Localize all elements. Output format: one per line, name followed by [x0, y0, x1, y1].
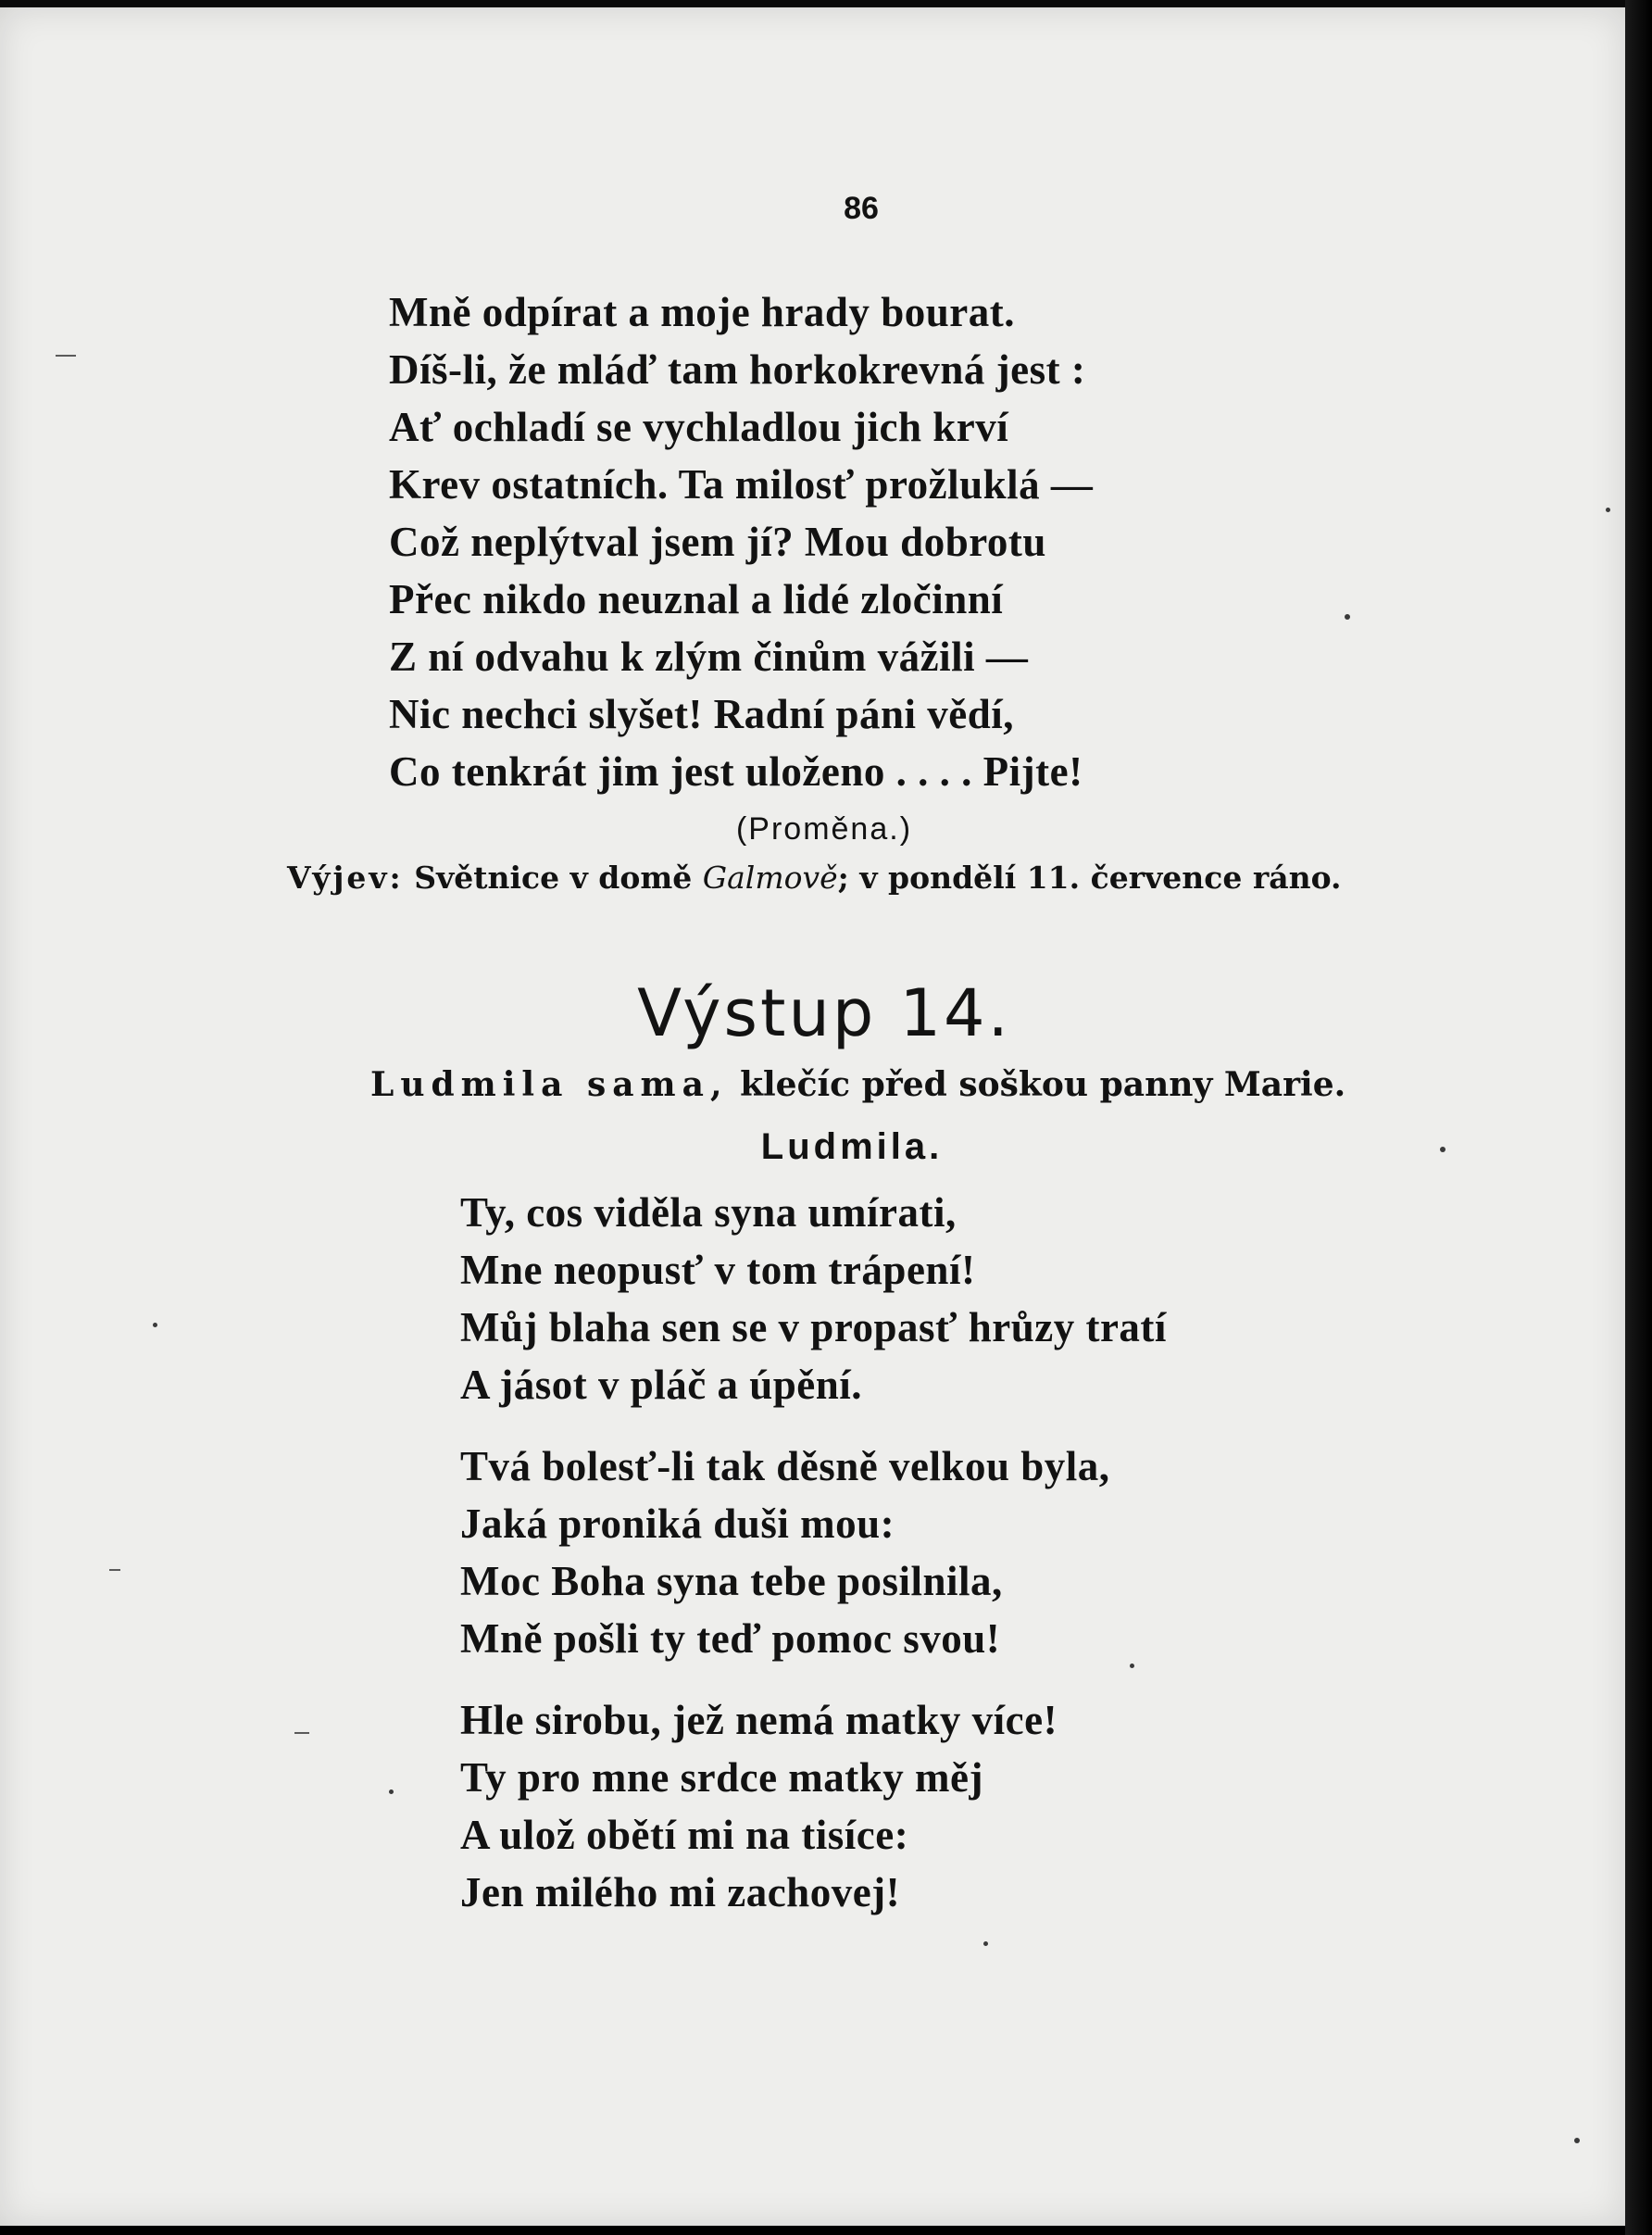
- verse-line: Mně pošli ty teď pomoc svou!: [460, 1615, 1001, 1662]
- setting-text: Světnice v domě: [414, 860, 693, 896]
- scan-speck: [1606, 508, 1610, 512]
- scene-setting: [287, 860, 1445, 896]
- scan-speck: [1440, 1147, 1446, 1152]
- verse-line: Což neplýtval jsem jí? Mou dobrotu: [389, 519, 1046, 565]
- book-page: [0, 7, 1625, 2226]
- verse-line: Hle sirobu, jež nemá matky více!: [460, 1697, 1058, 1743]
- verse-line: Nic nechci slyšet! Radní páni vědí,: [389, 691, 1015, 737]
- verse-line: Ať ochladí se vychladlou jich krví: [389, 404, 1009, 450]
- setting-time: ; v pondělí 11. července ráno.: [837, 860, 1342, 896]
- verse-line: A jásot v pláč a úpění.: [460, 1362, 863, 1408]
- verse-line: Ty, cos viděla syna umírati,: [460, 1189, 957, 1236]
- scan-mark: [56, 355, 76, 357]
- verse-line: Jen milého mi zachovej!: [460, 1869, 901, 1915]
- scan-speck: [1574, 2138, 1580, 2143]
- verse-line: Co tenkrát jim jest uloženo . . . . Pijte!: [389, 748, 1083, 795]
- scan-speck: [983, 1941, 988, 1946]
- verse-line: Mně odpírat a moje hrady bourat.: [389, 289, 1015, 335]
- scene-persons: [370, 1065, 1352, 1104]
- setting-label: Výjev:: [287, 860, 404, 896]
- verse-line: A ulož obětí mi na tisíce:: [460, 1812, 909, 1858]
- scan-speck: [153, 1323, 157, 1327]
- persons-description: klečíc před soškou panny Marie.: [740, 1065, 1346, 1104]
- setting-place: Galmově: [702, 860, 838, 896]
- verse-line: Jaká proniká duši mou:: [460, 1500, 895, 1547]
- verse-line: Díš-li, že mláď tam horkokrevná jest :: [389, 346, 1086, 393]
- verse-line: Krev ostatních. Ta milosť prožluklá —: [389, 461, 1094, 508]
- verse-line: Ty pro mne srdce matky měj: [460, 1754, 983, 1801]
- scan-mark: [109, 1569, 120, 1571]
- scan-speck: [1345, 614, 1350, 620]
- verse-line: Z ní odvahu k zlým činům vážili —: [389, 634, 1029, 680]
- verse-line: Tvá bolesť-li tak děsně velkou byla,: [460, 1443, 1110, 1489]
- speaker-name: Ludmila.: [760, 1126, 944, 1167]
- scan-speck: [1130, 1664, 1134, 1668]
- verse-line: Mne neopusť v tom trápení!: [460, 1247, 976, 1293]
- verse-line: Moc Boha syna tebe posilnila,: [460, 1558, 1003, 1604]
- scan-speck: [389, 1789, 394, 1794]
- verse-line: Přec nikdo neuznal a lidé zločinní: [389, 576, 1004, 622]
- persons-name: Ludmila sama,: [370, 1065, 729, 1104]
- scan-mark: [294, 1732, 309, 1734]
- scan-right-edge: [1625, 0, 1652, 2235]
- verse-line: Můj blaha sen se v propasť hrůzy tratí: [460, 1304, 1167, 1350]
- stage-direction: (Proměna.): [735, 811, 913, 847]
- scene-title: Výstup 14.: [637, 975, 1011, 1051]
- page-number: 86: [844, 191, 879, 226]
